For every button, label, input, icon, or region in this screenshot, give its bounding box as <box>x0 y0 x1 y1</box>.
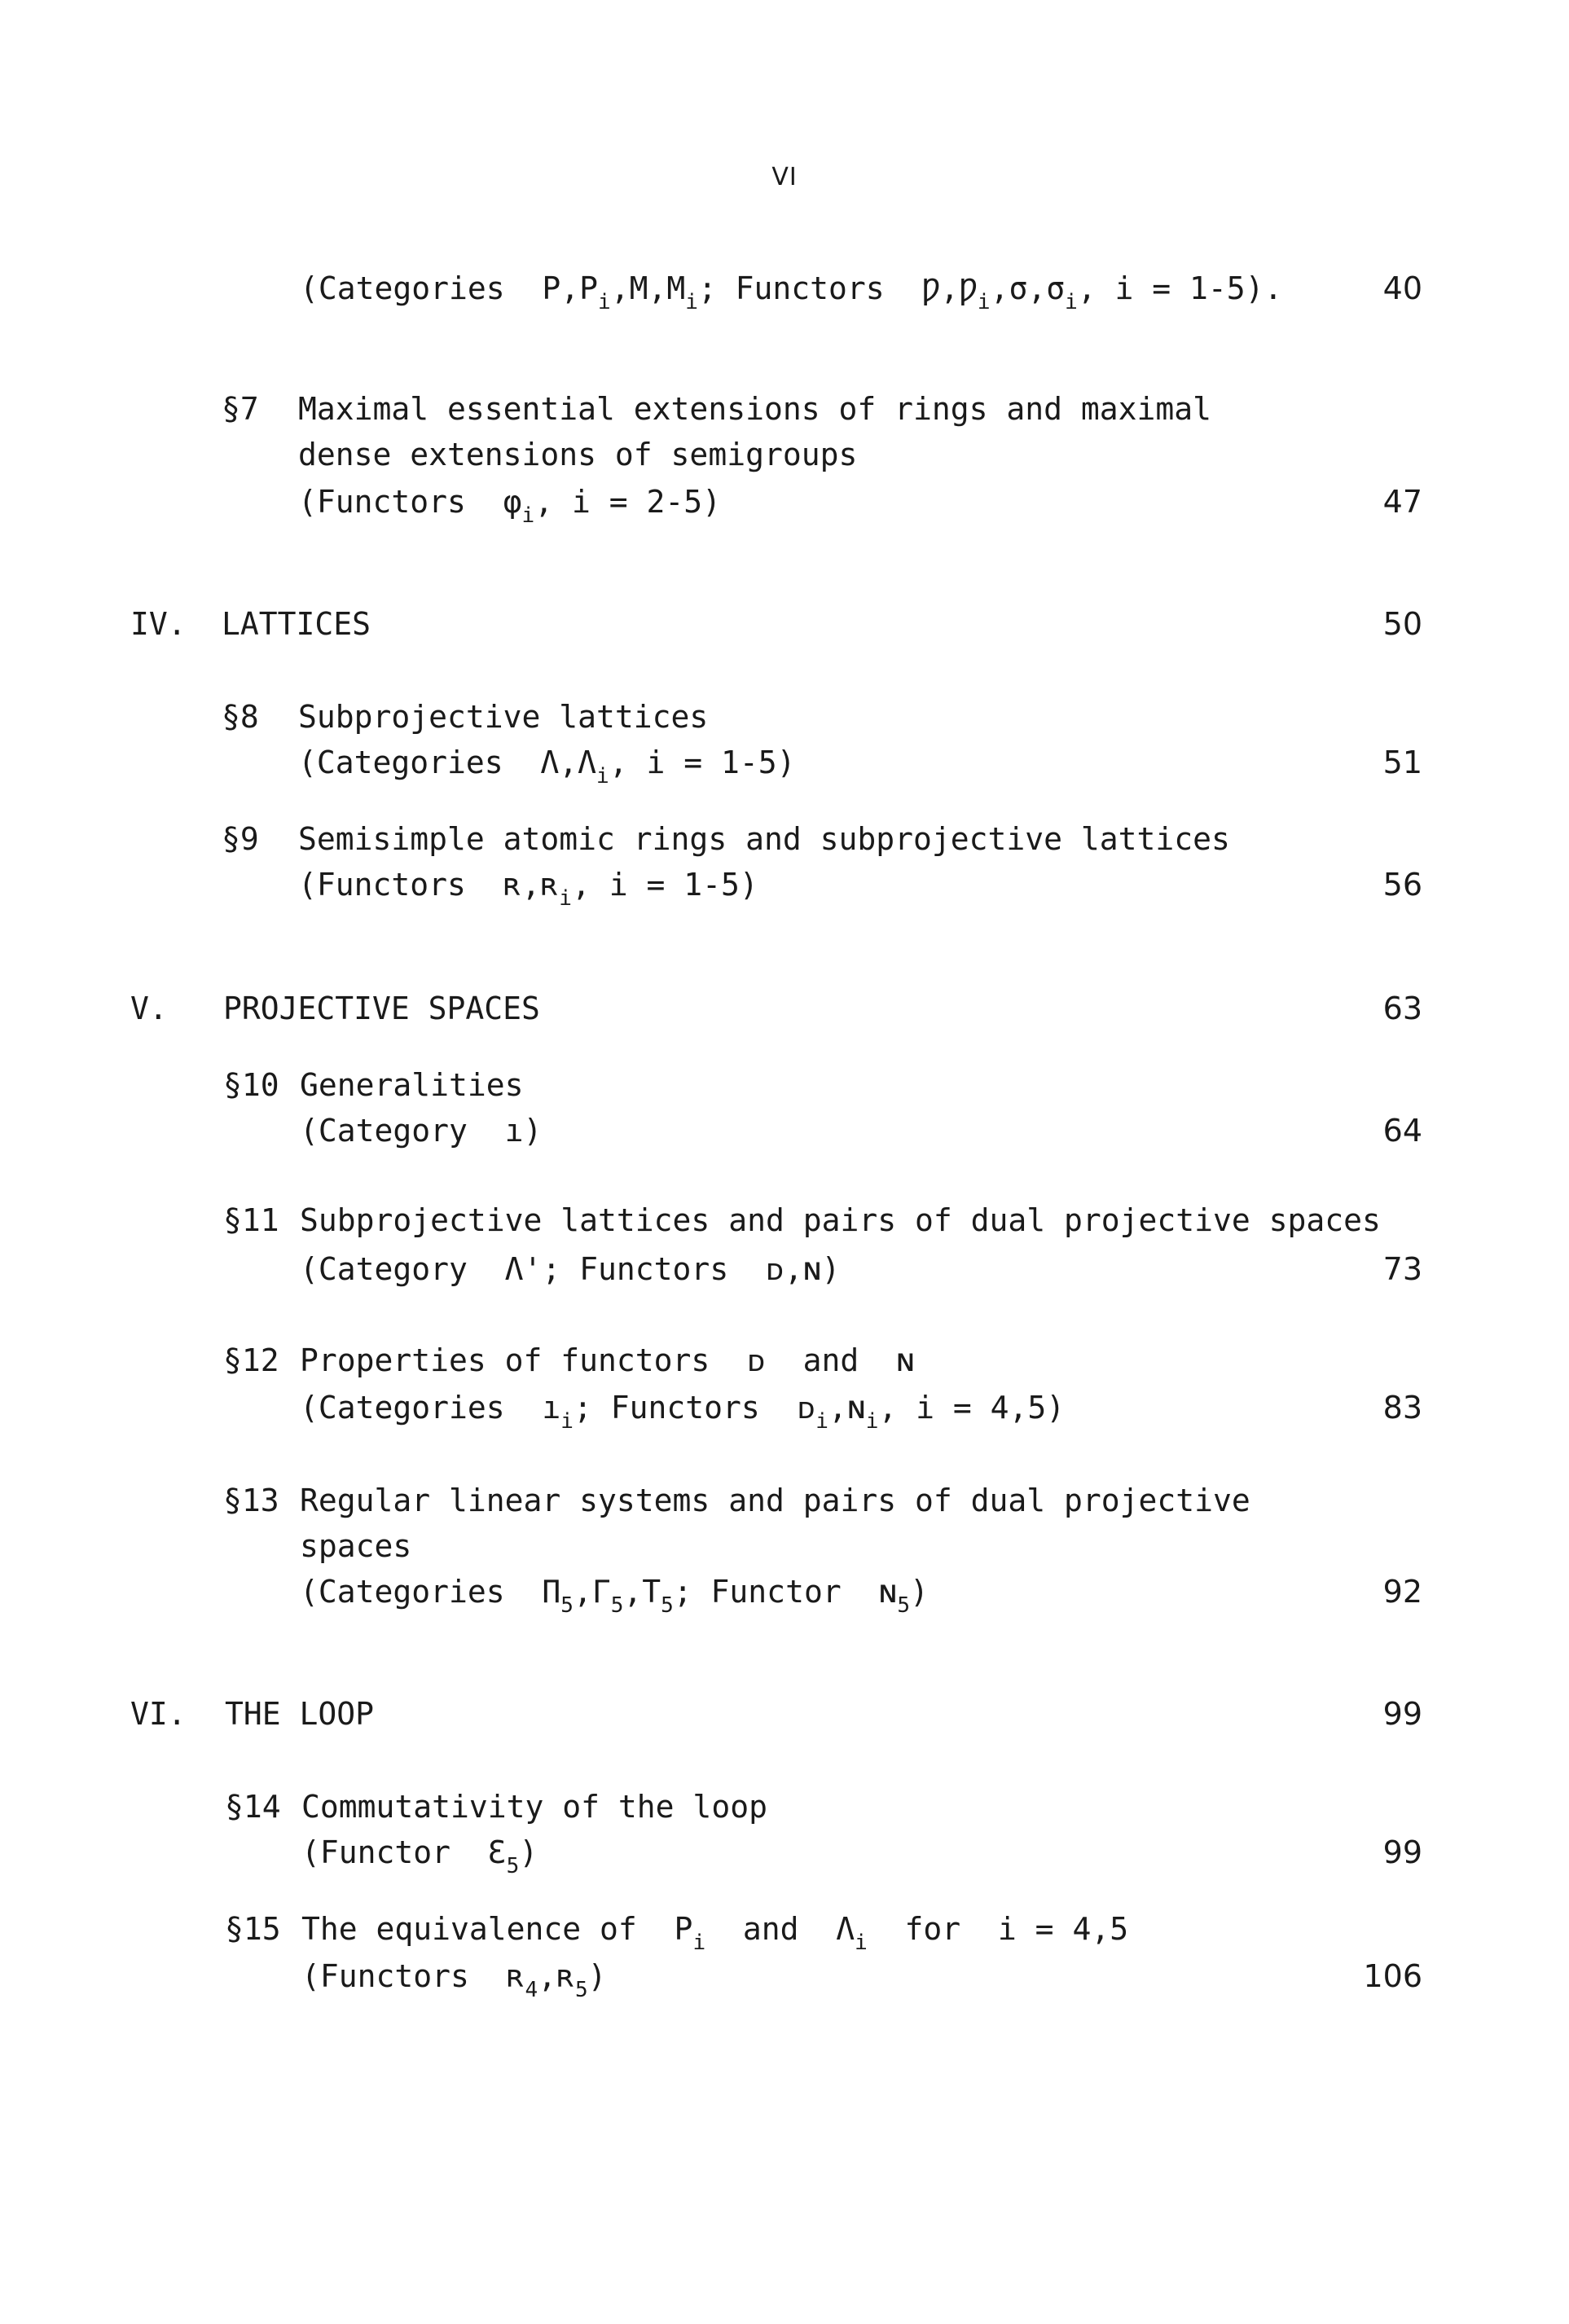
page-ref: 99 <box>1382 1834 1422 1870</box>
page-ref: 56 <box>1382 867 1422 903</box>
section-title-cont: dense extensions of semigroups <box>298 437 858 472</box>
section-number: §15 <box>225 1911 281 1947</box>
page-ref: 73 <box>1382 1251 1422 1287</box>
chapter-number: V. <box>130 991 168 1026</box>
section-title: Regular linear systems and pairs of dual projective <box>300 1483 1250 1518</box>
section-number: §8 <box>222 699 259 735</box>
section-title: Semisimple atomic rings and subprojective lattices <box>298 821 1230 857</box>
section-subtitle: (Categories $\Lambda,\Lambda_i$, i = 1-5) <box>298 745 796 789</box>
section-title: Commutativity of the loop <box>301 1789 767 1825</box>
chapter-title: PROJECTIVE SPACES <box>223 991 540 1026</box>
page-ref: 40 <box>1382 270 1422 306</box>
page-ref: 50 <box>1382 606 1422 642</box>
page-ref: 47 <box>1382 484 1422 520</box>
section-title: Subprojective lattices <box>298 699 709 735</box>
section-subtitle: (Functors ʀ$_4$,ʀ$_5$) <box>301 1958 607 2002</box>
section-number: §13 <box>223 1483 279 1518</box>
page-ref: 99 <box>1382 1696 1422 1732</box>
section-title: Generalities <box>300 1067 524 1103</box>
section-subtitle: (Category ı) <box>300 1113 543 1149</box>
toc-entry-continuation: (Categories $P,P_i,M,M_i$; Functors $Ƿ,Ƿ_i,\sigma,\sigma_i$, i = 1-5). <box>300 270 1283 314</box>
page-ref: 92 <box>1382 1574 1422 1610</box>
section-number: §14 <box>225 1789 281 1825</box>
section-title-cont: spaces <box>300 1528 412 1564</box>
section-number: §10 <box>223 1067 279 1103</box>
page-ref: 63 <box>1382 991 1422 1026</box>
section-subtitle: (Category Λ'; Functors ᴅ,ɴ) <box>300 1251 841 1287</box>
page-number: VI <box>771 163 798 191</box>
section-number: §9 <box>222 821 259 857</box>
section-title: Properties of functors ᴅ and ɴ <box>300 1342 915 1378</box>
section-title: Maximal essential extensions of rings and maximal <box>298 391 1212 427</box>
section-number: §7 <box>222 391 259 427</box>
section-subtitle: (Categories $\Pi_5,\Gamma_5,T_5$; Functor ɴ$_5$) <box>300 1574 929 1618</box>
page-ref: 106 <box>1363 1958 1422 1994</box>
chapter-title: LATTICES <box>222 606 371 642</box>
chapter-title: THE LOOP <box>225 1696 375 1732</box>
page-ref: 83 <box>1382 1390 1422 1426</box>
section-subtitle: (Categories $ı_i$; Functors ᴅ$_i$,ɴ$_i$, i = 4,5) <box>300 1390 1066 1434</box>
page-ref: 51 <box>1382 745 1422 780</box>
section-title: The equivalence of $P_i$ and $\Lambda_i$ for i = 4,5 <box>301 1911 1129 1955</box>
section-subtitle: (Functor $Ɛ_5$) <box>301 1834 538 1878</box>
chapter-number: VI. <box>130 1696 187 1732</box>
section-number: §11 <box>223 1202 279 1238</box>
section-title: Subprojective lattices and pairs of dual projective spaces <box>300 1202 1381 1238</box>
chapter-number: IV. <box>130 606 187 642</box>
section-number: §12 <box>223 1342 279 1378</box>
section-subtitle: (Functors ʀ,ʀ$_i$, i = 1-5) <box>298 867 758 911</box>
section-subtitle: (Functors $\varphi_i$, i = 2-5) <box>298 484 721 528</box>
page-ref: 64 <box>1382 1113 1422 1149</box>
